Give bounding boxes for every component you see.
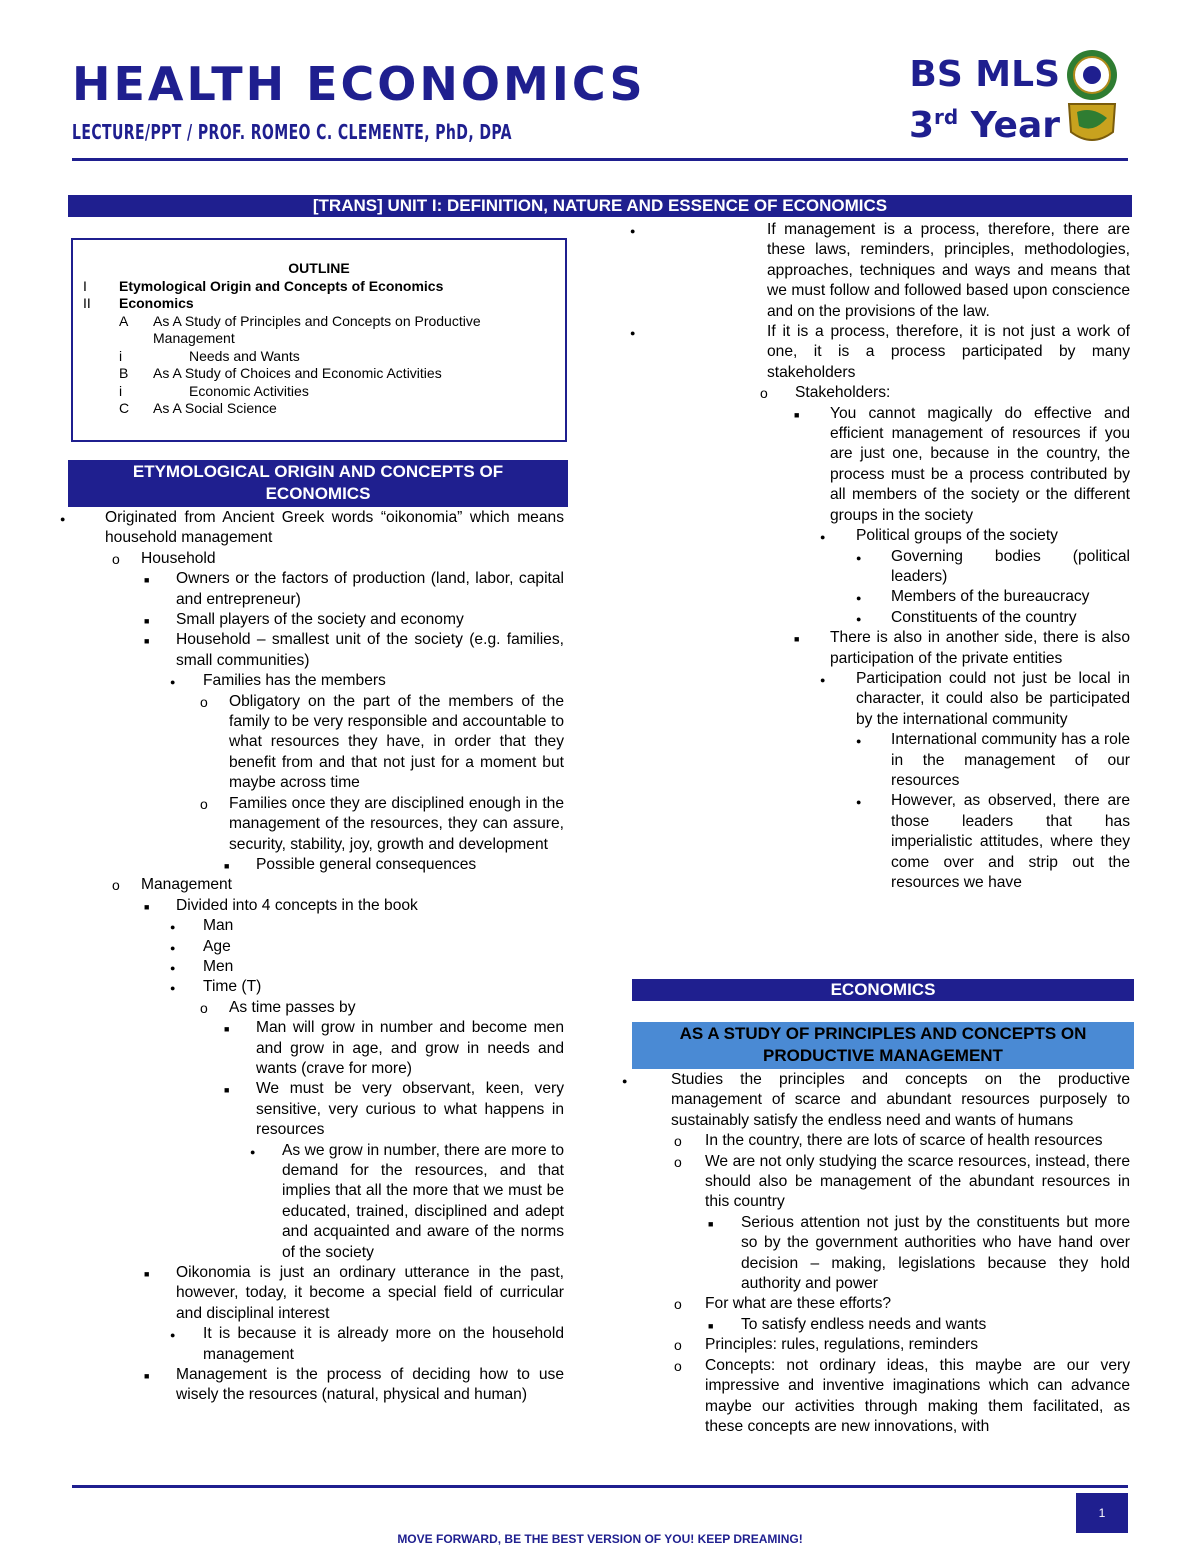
outline-item <box>73 313 565 331</box>
outline-item-key: B <box>119 365 129 381</box>
note-item <box>72 1079 564 1140</box>
bullet-square-icon <box>144 1263 149 1284</box>
note-text: Small players of the society and economy <box>176 611 464 629</box>
bullet-square-icon <box>144 630 149 651</box>
note-text: Governing bodies (political leaders) <box>891 547 1130 585</box>
footer-motto: MOVE FORWARD, BE THE BEST VERSION OF YOU! KEEP DREAMING! <box>397 1532 803 1546</box>
outline-item <box>73 295 565 313</box>
outline-item <box>73 400 565 418</box>
note-text: Household – smallest unit of the society (e.g. families, small communities) <box>176 631 564 669</box>
note-item <box>636 1070 1130 1131</box>
outline-item-text: Economics <box>119 295 194 311</box>
bullet-dot-icon <box>622 1070 627 1091</box>
note-item <box>636 1315 1130 1335</box>
bullet-circle-icon <box>674 1294 682 1315</box>
outline-item <box>73 348 565 366</box>
note-item <box>636 1356 1130 1438</box>
note-text: Political groups of the society <box>856 527 1058 545</box>
note-item <box>636 220 1130 322</box>
note-item <box>636 1131 1130 1151</box>
note-item <box>72 1141 564 1263</box>
note-text: Man will grow in number and become men and grow in age, and grow in needs and wants (crave for more) <box>256 1019 564 1077</box>
note-text: If it is a process, therefore, it is not just a work of one, it is a process participated by many stakeholders <box>767 323 1130 381</box>
outline-item <box>73 330 565 348</box>
bullet-square-icon <box>224 1018 229 1039</box>
bullet-circle-icon <box>760 383 768 404</box>
note-item <box>636 791 1130 893</box>
program-label <box>840 54 1060 147</box>
note-text: Men <box>203 957 234 975</box>
note-text: Families once they are disciplined enough in the management of the resources, they can assure, security, stability, joy, growth and development <box>229 794 564 853</box>
note-text: Management <box>141 876 233 894</box>
bullet-square-icon <box>708 1213 713 1234</box>
note-item <box>72 610 564 630</box>
outline-item-key: i <box>119 347 123 364</box>
outline-item-key: i <box>119 382 123 399</box>
note-text: However, as observed, there are those leaders that has imperialistic attitudes, where they come over and strip out the resources we have <box>891 792 1130 891</box>
outline-heading: OUTLINE <box>288 260 350 276</box>
note-item <box>72 1018 564 1079</box>
note-item <box>636 1152 1130 1213</box>
bullet-dot-icon <box>60 508 65 529</box>
bullet-dot-icon <box>170 916 175 937</box>
note-item <box>636 526 1130 546</box>
note-text: Constituents of the country <box>891 608 1077 626</box>
bullet-dot-icon <box>856 730 861 751</box>
outline-list <box>73 278 565 418</box>
note-text: International community has a role in the management of our resources <box>891 731 1130 789</box>
unit-title-band: [TRANS] UNIT I: DEFINITION, NATURE AND ESSENCE OF ECONOMICS <box>68 195 1132 217</box>
note-item <box>636 404 1130 526</box>
productive-management-notes <box>636 1070 1130 1437</box>
note-item <box>72 549 564 569</box>
note-text: We must be very observant, keen, very sensitive, very curious to what happens in resources <box>256 1080 564 1139</box>
bullet-square-icon <box>144 896 149 917</box>
note-item <box>72 1263 564 1324</box>
note-text: Concepts: not ordinary ideas, this maybe are our very impressive and inventive imaginations which can advance maybe our activities through making them facilitated, as these concepts are new innovations, with <box>705 1356 1130 1435</box>
year-label: 3rd Year <box>908 105 1060 146</box>
note-item <box>72 896 564 916</box>
bullet-dot-icon <box>856 791 861 812</box>
bullet-dot-icon <box>170 1324 175 1345</box>
note-text: Principles: rules, regulations, reminders <box>705 1336 979 1354</box>
note-text: In the country, there are lots of scarce of health resources <box>705 1132 1103 1150</box>
note-text: It is because it is already more on the household management <box>203 1325 564 1363</box>
note-text: Serious attention not just by the constituents but more so by the government authorities who have hand over decision – making, legislations because they hold authority and power <box>741 1213 1130 1293</box>
bullet-square-icon <box>144 569 149 590</box>
note-text: Originated from Ancient Greek words “oikonomia” which means household management <box>105 509 564 547</box>
note-item <box>72 794 564 855</box>
note-item <box>636 1335 1130 1355</box>
bullet-circle-icon <box>674 1152 682 1173</box>
note-item <box>72 508 564 549</box>
note-text: Possible general consequences <box>256 855 477 873</box>
note-item <box>72 957 564 977</box>
outline-item-text: Management <box>153 330 235 346</box>
bullet-circle-icon <box>112 875 120 896</box>
note-text: Management is the process of deciding how to use wisely the resources (natural, physical and human) <box>176 1366 564 1404</box>
note-item <box>636 587 1130 607</box>
note-item <box>636 1294 1130 1314</box>
note-text: Household <box>141 549 216 567</box>
note-item <box>72 977 564 997</box>
bullet-dot-icon <box>170 671 175 692</box>
page-number: 1 <box>1076 1493 1128 1533</box>
note-item <box>636 669 1130 730</box>
note-text: Participation could not just be local in character, it could also be participated by the international community <box>856 669 1130 728</box>
note-text: Obligatory on the part of the members of the family to be very responsible and accountable to what resources they have, in order that they benefit from and that not just for a moment but maybe across time <box>229 692 564 792</box>
bullet-dot-icon <box>630 322 635 343</box>
note-text: Divided into 4 concepts in the book <box>176 896 418 914</box>
left-column-notes <box>72 508 564 1406</box>
note-item <box>72 630 564 671</box>
note-text: Oikonomia is just an ordinary utterance in the past, however, today, it become a special field of curricular and disciplinal interest <box>176 1264 564 1322</box>
school-seal-logo <box>1063 48 1121 148</box>
bullet-dot-icon <box>856 547 861 568</box>
bullet-dot-icon <box>820 526 825 547</box>
lecture-byline: LECTURE/PPT / PROF. ROMEO C. CLEMENTE, PhD, DPA <box>72 120 512 144</box>
bullet-square-icon <box>708 1315 713 1336</box>
bullet-circle-icon <box>200 692 208 713</box>
note-item <box>72 855 564 875</box>
note-text: Members of the bureaucracy <box>891 588 1090 606</box>
bullet-dot-icon <box>856 587 861 608</box>
note-text: Families has the members <box>203 672 386 690</box>
bullet-circle-icon <box>200 794 208 815</box>
note-text: There is also in another side, there is also participation of the private entities <box>830 629 1130 667</box>
bullet-dot-icon <box>820 669 825 690</box>
note-text: Age <box>203 937 231 955</box>
note-item <box>636 730 1130 791</box>
outline-box <box>71 238 567 442</box>
outline-item-key: A <box>119 312 129 329</box>
bullet-square-icon <box>144 610 149 631</box>
note-text: Studies the principles and concepts on the productive management of scarce and abundant resources purposely to sustainably satisfy the endless need and wants of humans <box>671 1071 1130 1129</box>
outline-item <box>73 278 565 296</box>
note-text: If management is a process, therefore, there are these laws, reminders, principles, methodologies, approaches, techniques and ways and means that we must follow and followed based upon conscience and on the provisions of the law. <box>767 221 1130 320</box>
note-item <box>72 569 564 610</box>
section-etymology-heading: ETYMOLOGICAL ORIGIN AND CONCEPTS OF ECONOMICS <box>68 460 568 507</box>
outline-item-key: I <box>83 277 87 294</box>
outline-item-text: As A Social Science <box>153 400 277 416</box>
note-text: Owners or the factors of production (land, labor, capital and entrepreneur) <box>176 570 564 608</box>
note-item <box>636 383 1130 403</box>
outline-item-text: As A Study of Principles and Concepts on Productive <box>153 312 481 329</box>
bullet-circle-icon <box>674 1335 682 1356</box>
note-item <box>636 322 1130 383</box>
note-item <box>72 916 564 936</box>
bullet-dot-icon <box>856 608 861 629</box>
note-text: To satisfy endless needs and wants <box>741 1315 987 1333</box>
bullet-circle-icon <box>200 998 208 1019</box>
note-text: We are not only studying the scarce resources, instead, there should also be management of the abundant resources in this country <box>705 1152 1130 1211</box>
right-column-notes <box>636 220 1130 893</box>
outline-item-text: Etymological Origin and Concepts of Economics <box>119 277 444 294</box>
outline-item-text: Needs and Wants <box>189 347 300 364</box>
note-item <box>72 998 564 1018</box>
bullet-square-icon <box>794 404 799 425</box>
header-rule <box>72 158 1128 161</box>
section-economics-heading: ECONOMICS <box>632 979 1134 1001</box>
note-text: Man <box>203 917 234 935</box>
outline-item-text: As A Study of Choices and Economic Activities <box>153 365 442 381</box>
note-item <box>72 1365 564 1406</box>
bullet-square-icon <box>794 628 799 649</box>
note-item <box>72 692 564 794</box>
program-name: BS MLS <box>909 54 1060 95</box>
subsection-productive-management-heading: AS A STUDY OF PRINCIPLES AND CONCEPTS ON PRODUCTIVE MANAGEMENT <box>632 1022 1134 1069</box>
outline-item <box>73 383 565 401</box>
outline-item <box>73 365 565 383</box>
note-text: Time (T) <box>203 978 262 996</box>
outline-item-key: II <box>83 295 91 311</box>
footer-rule <box>72 1485 1128 1488</box>
bullet-square-icon <box>224 1079 229 1100</box>
note-item <box>636 1213 1130 1295</box>
bullet-circle-icon <box>674 1131 682 1152</box>
note-item <box>636 608 1130 628</box>
note-text: You cannot magically do effective and efficient management of resources if you are just one, because in the country, the process must be a process contributed by all members of the society or the different groups in the society <box>830 404 1130 524</box>
note-text: As we grow in number, there are more to demand for the resources, and that implies that all the more that we must be educated, trained, disciplined and adept and acquainted and aware of the norms of the society <box>282 1141 564 1261</box>
bullet-dot-icon <box>170 957 175 978</box>
bullet-circle-icon <box>674 1356 682 1377</box>
note-item <box>636 628 1130 669</box>
note-item <box>72 875 564 895</box>
bullet-square-icon <box>224 855 229 876</box>
bullet-circle-icon <box>112 549 120 570</box>
bullet-square-icon <box>144 1365 149 1386</box>
note-text: Stakeholders: <box>795 384 891 402</box>
note-text: As time passes by <box>229 998 356 1016</box>
outline-item-text: Economic Activities <box>189 382 309 399</box>
note-item <box>636 547 1130 588</box>
note-text: For what are these efforts? <box>705 1295 892 1313</box>
bullet-dot-icon <box>170 977 175 998</box>
document-title: HEALTH ECONOMICS <box>72 57 646 111</box>
bullet-dot-icon <box>250 1141 255 1162</box>
note-item <box>72 937 564 957</box>
outline-item-key: C <box>119 400 130 416</box>
note-item <box>72 1324 564 1365</box>
bullet-dot-icon <box>630 220 635 241</box>
bullet-dot-icon <box>170 937 175 958</box>
note-item <box>72 671 564 691</box>
